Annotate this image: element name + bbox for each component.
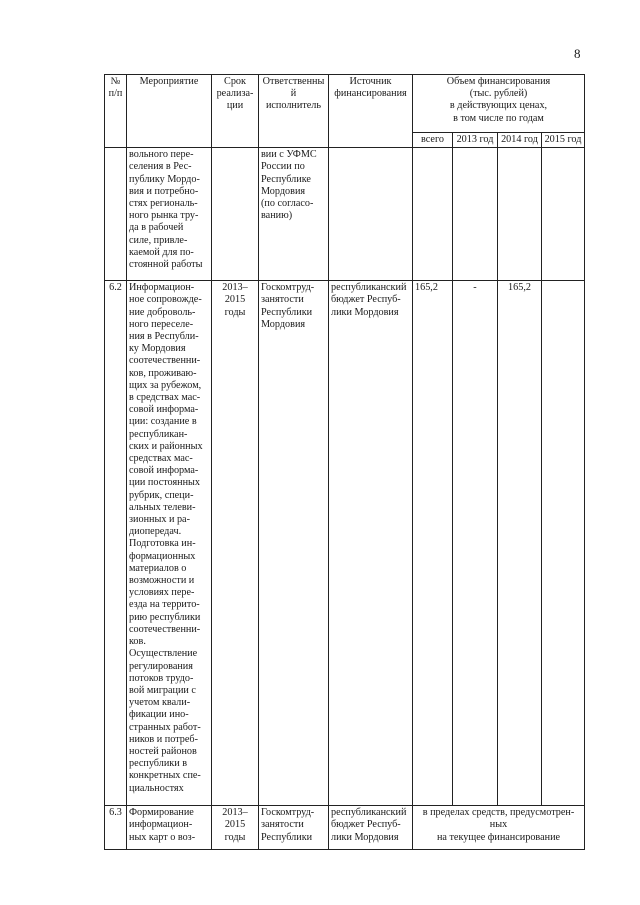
- row-source: республиканский бюджет Респуб- лики Мордовия: [329, 806, 413, 850]
- header-event: Мероприятие: [127, 75, 212, 148]
- header-year-2015: 2015 год: [542, 133, 585, 148]
- row-num: [105, 148, 127, 281]
- header-financing-volume: Объем финансирования (тыс. рублей) в действующих ценах, в том числе по годам: [413, 75, 585, 133]
- header-year-2014: 2014 год: [498, 133, 542, 148]
- row-executor: вии с УФМС России по Республике Мордовия (по согласо- ванию): [259, 148, 329, 281]
- row-merged-financing: в пределах средств, предусмотрен- ных на текущее финансирование: [413, 806, 585, 850]
- row-total: [413, 148, 453, 281]
- row-2015: [542, 281, 585, 806]
- row-2014: 165,2: [498, 281, 542, 806]
- header-num: № п/п: [105, 75, 127, 148]
- row-event: вольного пере- селения в Рес- публику Мордо- вия и потребно- стях региональ- ного рынка тру- да в рабочей силе, привле- каемой для по- стоянной работы: [127, 148, 212, 281]
- program-table: [104, 74, 585, 850]
- header-period: Срок реализа- ции: [212, 75, 259, 148]
- row-num: 6.3: [105, 806, 127, 850]
- header-total: всего: [413, 133, 453, 148]
- table-row: [105, 806, 585, 850]
- row-total: 165,2: [413, 281, 453, 806]
- row-executor: Госкомтруд- занятости Республики Мордовия: [259, 281, 329, 806]
- row-event: Информацион- ное сопровожде- ние доброволь- ного переселе- ния в Республи- ку Мордовия соотечественни- ков, проживаю- щих за рубежом, в средствах мас- совой информа- ции: создание в республикан- ских и районных средствах мас- совой информа- ции постоянных рубрик, специ- альных телеви- зионных и ра- диопередач. Подготовка ин- формационных материалов о возможности и условиях пере- езда на террито- рию республики соотечественни- ков. Осуществление регулирования потоков трудо- вой миграции с учетом квали- фикации ино- странных работ- ников и потреб- ностей районов республики в конкретных спе- циальностях: [127, 281, 212, 806]
- row-source: [329, 148, 413, 281]
- header-year-2013: 2013 год: [453, 133, 498, 148]
- row-period: 2013– 2015 годы: [212, 806, 259, 850]
- row-2013: [453, 148, 498, 281]
- row-period: 2013– 2015 годы: [212, 281, 259, 806]
- header-source: Источник финансирования: [329, 75, 413, 148]
- row-event: Формирование информацион- ных карт о воз-: [127, 806, 212, 850]
- row-num: 6.2: [105, 281, 127, 806]
- header-executor: Ответственный исполнитель: [259, 75, 329, 148]
- page-number: 8: [574, 46, 581, 61]
- table-row: [105, 148, 585, 281]
- row-2013: -: [453, 281, 498, 806]
- table-header-row: [105, 75, 585, 133]
- row-2015: [542, 148, 585, 281]
- row-2014: [498, 148, 542, 281]
- row-executor: Госкомтруд- занятости Республики: [259, 806, 329, 850]
- row-source: республиканский бюджет Респуб- лики Мордовия: [329, 281, 413, 806]
- table-row: [105, 281, 585, 806]
- row-period: [212, 148, 259, 281]
